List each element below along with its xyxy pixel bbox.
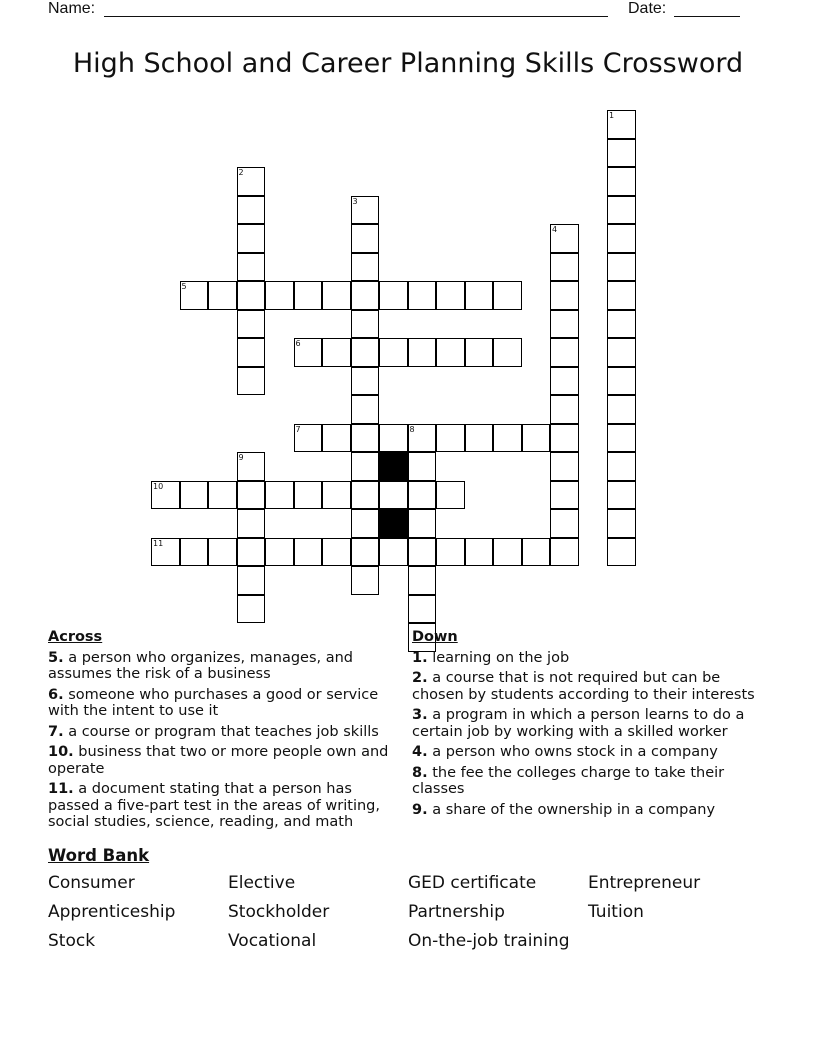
word-bank-item: Stockholder [228, 902, 330, 922]
crossword-cell[interactable] [180, 481, 209, 510]
clue-text: someone who purchases a good or service with the intent to use it [48, 686, 379, 719]
crossword-cell[interactable] [550, 224, 579, 253]
crossword-cell[interactable] [408, 452, 437, 481]
crossword-cell[interactable] [607, 481, 636, 510]
crossword-cell[interactable] [294, 424, 323, 453]
crossword-cell[interactable] [379, 281, 408, 310]
down-clue [412, 670, 767, 703]
crossword-cell[interactable] [607, 367, 636, 396]
clue-number: 4. [412, 744, 428, 760]
word-bank-item: Partnership [408, 902, 505, 922]
crossword-cell[interactable] [379, 481, 408, 510]
clue-number: 7. [48, 723, 64, 740]
crossword-cell[interactable] [237, 595, 266, 624]
crossword-cell[interactable] [550, 253, 579, 282]
clue-number-label: 10 [153, 481, 164, 491]
crossword-cell[interactable] [607, 424, 636, 453]
clue-number-label: 4 [552, 225, 558, 234]
crossword-cell[interactable] [493, 538, 522, 567]
crossword-cell[interactable] [237, 452, 266, 481]
crossword-cell[interactable] [294, 281, 323, 310]
down-clue [412, 744, 767, 761]
clue-text: the fee the colleges charge to take their classes [412, 764, 725, 797]
down-clue [412, 707, 767, 740]
crossword-cell[interactable] [379, 338, 408, 367]
crossword-cell[interactable] [550, 424, 579, 453]
crossword-cell[interactable] [550, 281, 579, 310]
clue-text: a course or program that teaches job skills [68, 723, 379, 740]
crossword-cell[interactable] [408, 566, 437, 595]
crossword-cell[interactable] [408, 481, 437, 510]
crossword-cell[interactable] [607, 395, 636, 424]
crossword-cell[interactable] [493, 424, 522, 453]
down-clue [412, 650, 767, 667]
crossword-cell[interactable] [607, 338, 636, 367]
clue-number: 3. [412, 707, 428, 723]
clue-number: 2. [412, 670, 428, 686]
date-label: Date: [628, 0, 667, 17]
crossword-cell[interactable] [607, 110, 636, 139]
across-clues [48, 629, 403, 835]
crossword-cell[interactable] [522, 424, 551, 453]
page-title: High School and Career Planning Skills Crossword [72, 48, 744, 79]
crossword-cell[interactable] [607, 139, 636, 168]
crossword-cell[interactable] [550, 395, 579, 424]
crossword-cell[interactable] [408, 595, 437, 624]
clue-number-label: 2 [238, 168, 244, 177]
crossword-cell[interactable] [322, 281, 351, 310]
clue-number: 10. [48, 744, 74, 760]
across-clue [48, 724, 403, 741]
clue-number: 1. [412, 649, 428, 666]
crossword-cell[interactable] [550, 538, 579, 567]
word-bank-item: Tuition [588, 902, 644, 922]
crossword-cell[interactable] [237, 224, 266, 253]
crossword-cell[interactable] [237, 338, 266, 367]
crossword-cell[interactable] [351, 224, 380, 253]
crossword-cell[interactable] [465, 338, 494, 367]
crossword-cell[interactable] [379, 424, 408, 453]
crossword-cell[interactable] [607, 281, 636, 310]
clue-number: 9. [412, 801, 428, 818]
clue-text: learning on the job [432, 649, 570, 666]
clue-text: a program in which a person learns to do a certain job by working with a skilled worker [412, 707, 745, 740]
across-clue [48, 744, 403, 777]
crossword-cell[interactable] [237, 481, 266, 510]
crossword-cell[interactable] [294, 538, 323, 567]
crossword-cell[interactable] [322, 424, 351, 453]
word-bank-heading: Word Bank [48, 846, 150, 865]
crossword-cell[interactable] [351, 253, 380, 282]
clue-number: 11. [48, 781, 74, 797]
crossword-cell[interactable] [294, 338, 323, 367]
crossword-cell[interactable] [151, 481, 180, 510]
word-bank [48, 873, 768, 951]
crossword-cell[interactable] [550, 367, 579, 396]
crossword-cell[interactable] [607, 538, 636, 567]
crossword-cell[interactable] [351, 424, 380, 453]
crossword-cell[interactable] [265, 281, 294, 310]
crossword-cell[interactable] [237, 167, 266, 196]
crossword-cell[interactable] [550, 509, 579, 538]
clue-number: 5. [48, 649, 64, 666]
clue-text: a person who owns stock in a company [432, 744, 718, 760]
crossword-cell[interactable] [465, 281, 494, 310]
crossword-cell[interactable] [351, 395, 380, 424]
word-bank-item: On-the-job training [408, 931, 570, 951]
crossword-cell[interactable] [351, 509, 380, 538]
crossword-cell[interactable] [237, 538, 266, 567]
crossword-cell[interactable] [237, 253, 266, 282]
crossword-cell[interactable] [436, 338, 465, 367]
clue-number-label: 1 [609, 111, 615, 120]
crossword-cell[interactable] [265, 538, 294, 567]
crossword-cell[interactable] [522, 538, 551, 567]
crossword-block [379, 509, 408, 538]
crossword-cell[interactable] [351, 481, 380, 510]
clue-number-label: 6 [295, 339, 301, 348]
clue-text: a person who organizes, manages, and assumes the risk of a business [48, 649, 354, 682]
crossword-cell[interactable] [607, 253, 636, 282]
word-bank-item: Consumer [48, 873, 135, 893]
clue-number: 8. [412, 764, 428, 781]
crossword-cell[interactable] [351, 538, 380, 567]
down-heading: Down [412, 629, 458, 645]
word-bank-item: Elective [228, 873, 296, 893]
clue-text: a course that is not required but can be chosen by students according to their interests [412, 670, 755, 703]
across-clue [48, 781, 403, 831]
crossword-cell[interactable] [180, 538, 209, 567]
crossword-cell[interactable] [408, 538, 437, 567]
crossword-cell[interactable] [607, 196, 636, 225]
crossword-cell[interactable] [436, 281, 465, 310]
crossword-cell[interactable] [408, 338, 437, 367]
crossword-cell[interactable] [237, 367, 266, 396]
crossword-cell[interactable] [351, 281, 380, 310]
crossword-cell[interactable] [607, 509, 636, 538]
crossword-cell[interactable] [208, 481, 237, 510]
crossword-cell[interactable] [351, 367, 380, 396]
crossword-cell[interactable] [294, 481, 323, 510]
crossword-cell[interactable] [436, 424, 465, 453]
clue-number: 6. [48, 686, 64, 703]
crossword-cell[interactable] [208, 281, 237, 310]
clue-number-label: 3 [352, 196, 358, 206]
crossword-cell[interactable] [237, 196, 266, 225]
word-bank-item: Vocational [228, 931, 317, 951]
crossword-cell[interactable] [493, 338, 522, 367]
crossword-cell[interactable] [151, 538, 180, 567]
clue-number-label: 8 [409, 424, 415, 434]
crossword-cell[interactable] [379, 538, 408, 567]
clue-number-label: 7 [295, 424, 301, 434]
crossword-cell[interactable] [237, 281, 266, 310]
clue-number-label: 9 [238, 453, 244, 462]
down-clues [412, 629, 767, 822]
crossword-cell[interactable] [237, 566, 266, 595]
crossword-cell[interactable] [550, 310, 579, 339]
down-clue [412, 802, 767, 819]
crossword-cell[interactable] [408, 281, 437, 310]
clue-number-label: 5 [181, 282, 187, 291]
crossword-cell[interactable] [208, 538, 237, 567]
crossword-block [379, 452, 408, 481]
crossword-cell[interactable] [607, 167, 636, 196]
across-clue [48, 650, 403, 683]
crossword-cell[interactable] [322, 338, 351, 367]
crossword-cell[interactable] [322, 481, 351, 510]
name-label: Name: [48, 0, 96, 17]
word-bank-item: Entrepreneur [588, 873, 701, 893]
clue-text: a share of the ownership in a company [432, 801, 716, 818]
crossword-cell[interactable] [351, 310, 380, 339]
crossword-cell[interactable] [265, 481, 294, 510]
crossword-cell[interactable] [322, 538, 351, 567]
crossword-cell[interactable] [465, 538, 494, 567]
word-bank-item: Apprenticeship [48, 902, 176, 922]
crossword-cell[interactable] [351, 566, 380, 595]
crossword-cell[interactable] [436, 481, 465, 510]
crossword-cell[interactable] [180, 281, 209, 310]
crossword-cell[interactable] [237, 509, 266, 538]
crossword-cell[interactable] [351, 196, 380, 225]
crossword-cell[interactable] [237, 310, 266, 339]
clue-text: a document stating that a person has passed a five-part test in the areas of writing, social studies, science, reading, and math [48, 781, 380, 830]
crossword-cell[interactable] [550, 338, 579, 367]
word-bank-item: GED certificate [408, 873, 537, 893]
across-heading: Across [48, 629, 103, 645]
word-bank-item: Stock [48, 931, 96, 951]
crossword-cell[interactable] [493, 281, 522, 310]
crossword-cell[interactable] [550, 481, 579, 510]
crossword-cell[interactable] [351, 452, 380, 481]
crossword-cell[interactable] [465, 424, 494, 453]
crossword-cell[interactable] [351, 338, 380, 367]
crossword-cell[interactable] [436, 538, 465, 567]
down-clue [412, 765, 767, 798]
across-clue [48, 687, 403, 720]
crossword-cell[interactable] [550, 452, 579, 481]
crossword-cell[interactable] [607, 452, 636, 481]
crossword-cell[interactable] [408, 509, 437, 538]
crossword-cell[interactable] [408, 424, 437, 453]
crossword-cell[interactable] [607, 224, 636, 253]
crossword-cell[interactable] [607, 310, 636, 339]
clue-text: business that two or more people own and operate [48, 744, 389, 777]
clue-number-label: 11 [153, 538, 164, 548]
